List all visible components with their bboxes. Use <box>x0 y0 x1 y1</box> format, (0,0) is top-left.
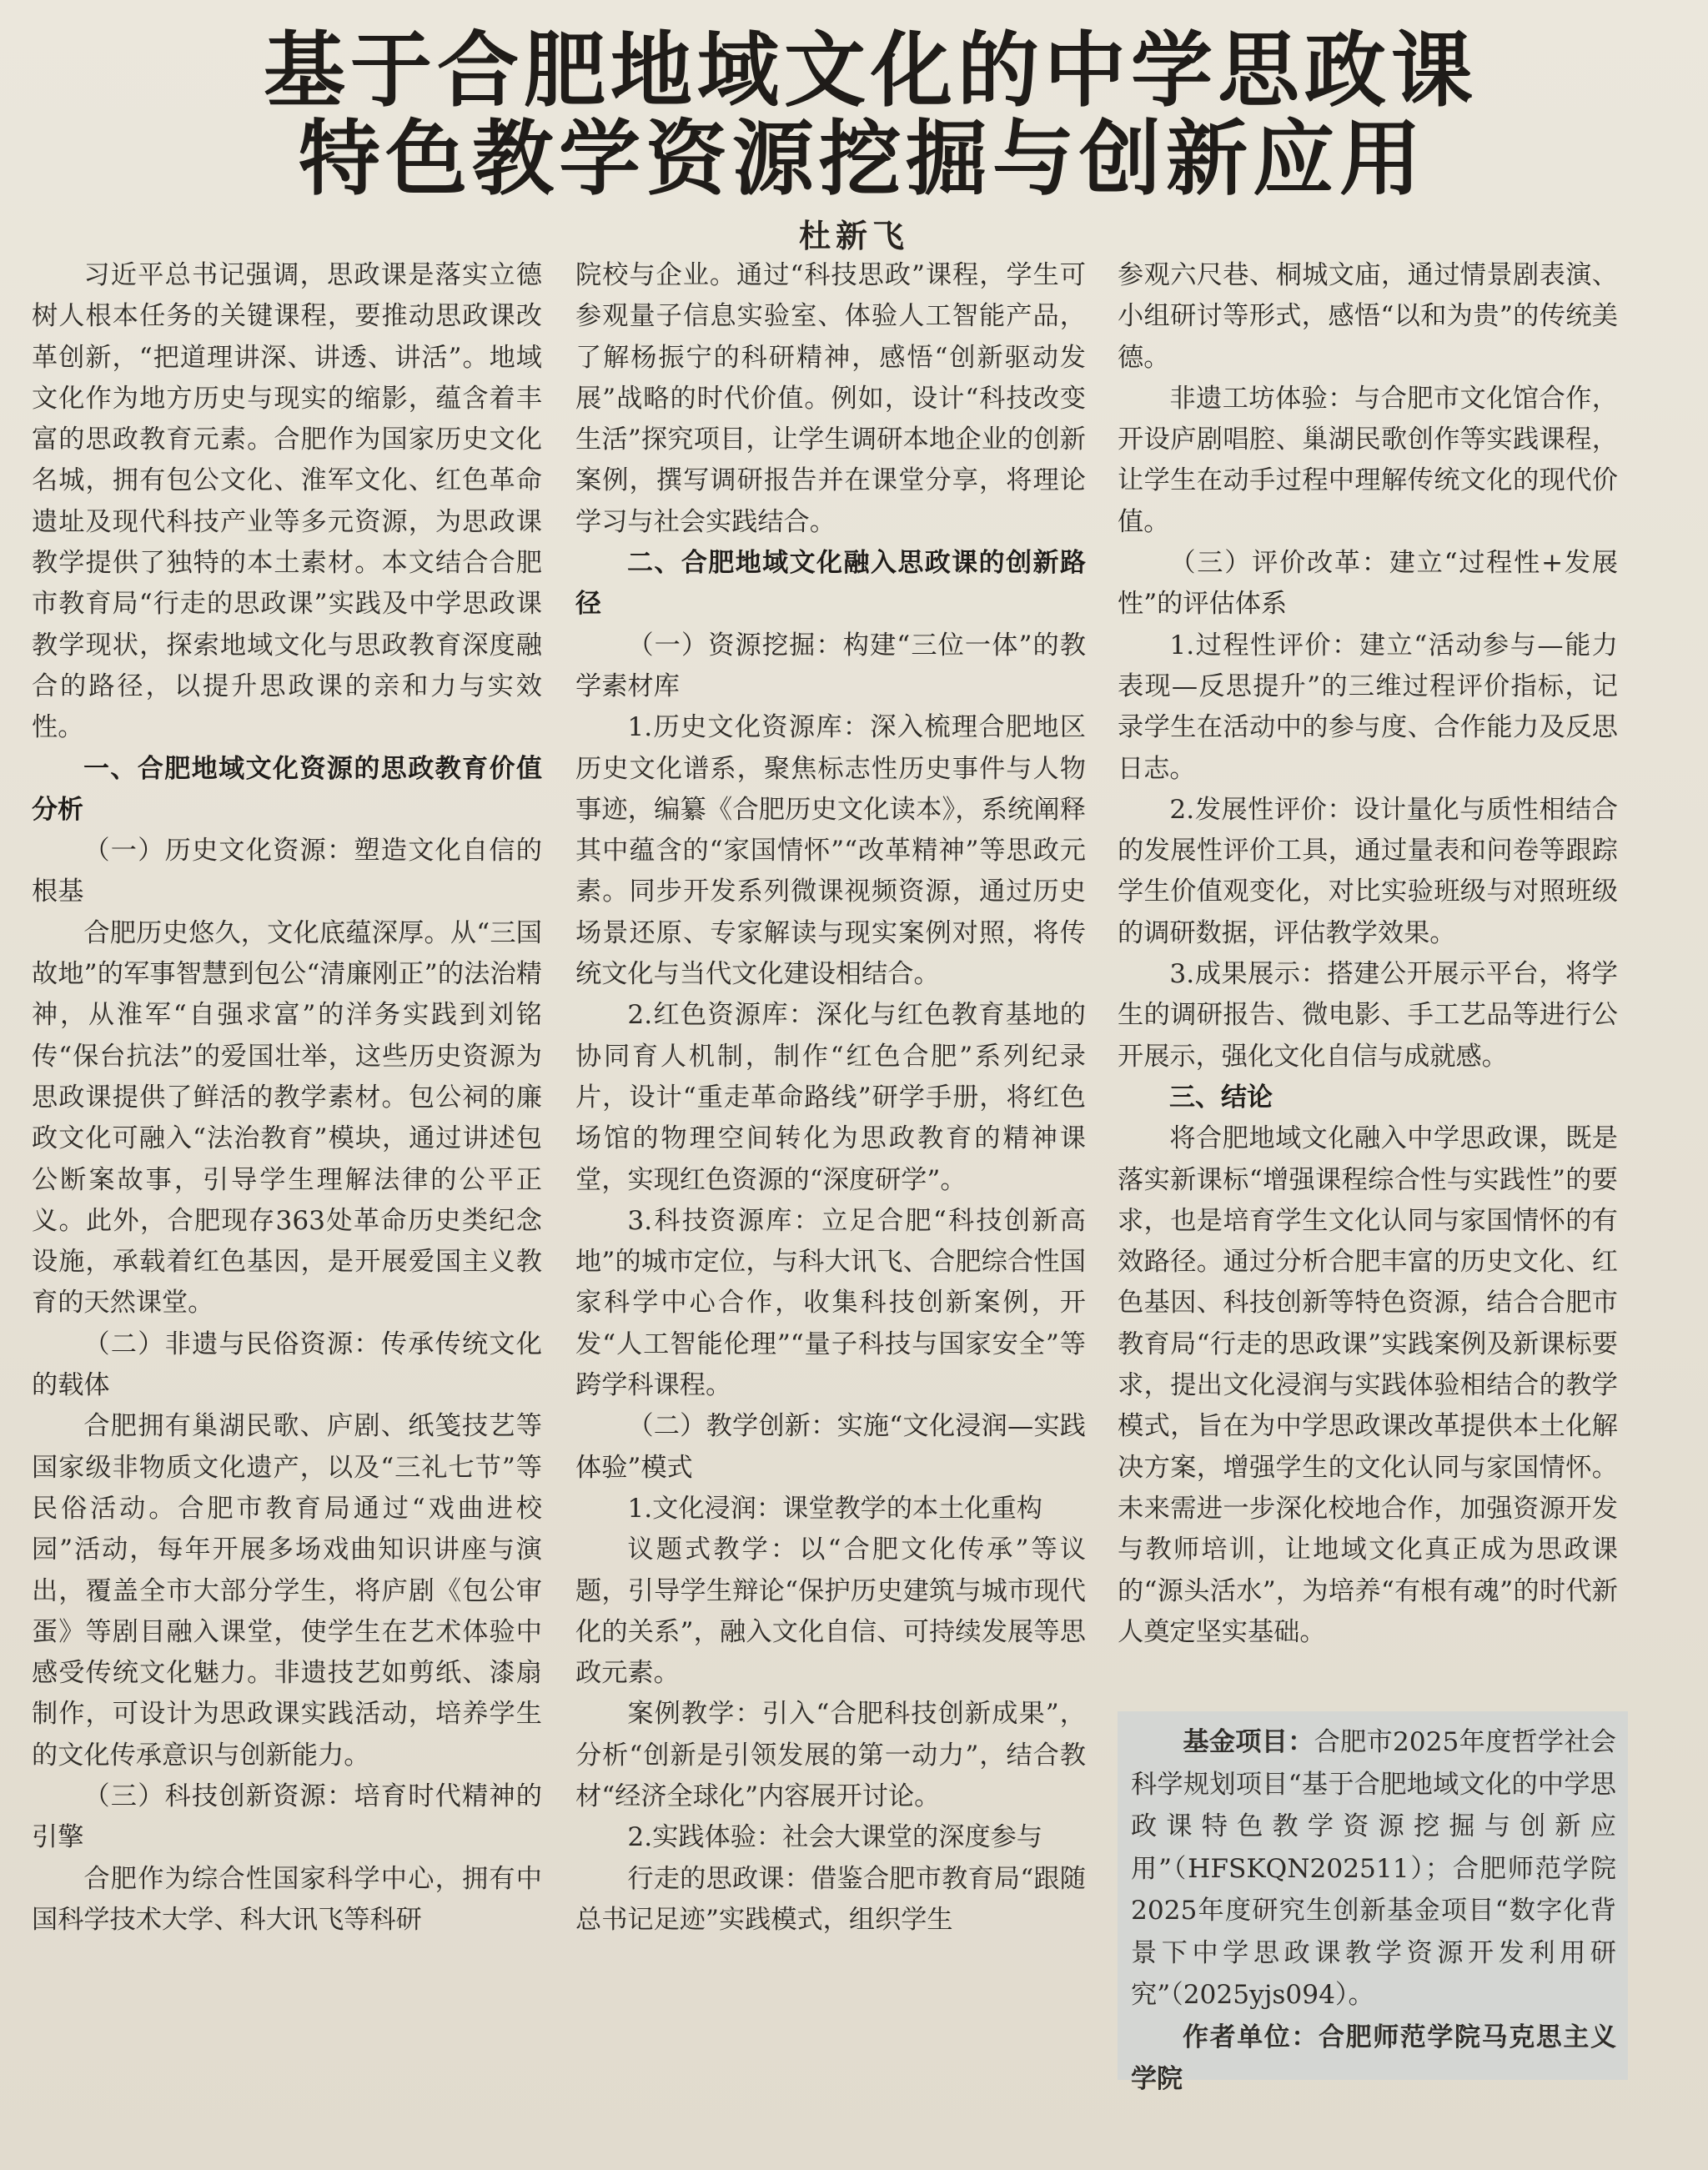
paragraph: 3.科技资源库：立足合肥“科技创新高地”的城市定位，与科大讯飞、合肥综合性国家科学中心合作，收集科技创新案例，开发“人工智能伦理”“量子科技与国家安全”等跨学科课程。 <box>575 1205 1086 1401</box>
article-author: 杜新飞 <box>798 218 909 254</box>
paragraph: 合肥历史悠久，文化底蕴深厚。从“三国故地”的军事智慧到包公“清廉刚正”的法治精神，从淮军“自强求富”的洋务实践到刘铭传“保台抗法”的爱国壮举，这些历史资源为思政课提供了鲜活的教学素材。包公祠的廉政文化可融入“法治教育”模块，通过讲述包公断案故事，引导学生理解法律的公平正义。此外，合肥现存363处革命历史类纪念设施，承载着红色基因，是开展爱国主义教育的天然课堂。 <box>32 917 542 1319</box>
paragraph: 将合肥地域文化融入中学思政课，既是落实新课标“增强课程综合性与实践性”的要求，也是培育学生文化认同与家国情怀的有效路径。通过分析合肥丰富的历史文化、红色基因、科技创新等特色资源，结合合肥市教育局“行走的思政课”实践案例及新课标要求，提出文化浸润与实践体验相结合的教学模式，旨在为中学思政课改革提供本土化解决方案，增强学生的文化认同与家国情怀。未来需进一步深化校地合作，加强资源开发与教师培训，让地域文化真正成为思政课的“源头活水”，为培养“有根有魂”的时代新人奠定坚实基础。 <box>1118 1123 1618 1647</box>
subsection-heading: （一）资源挖掘：构建“三位一体”的教学素材库 <box>575 630 1086 701</box>
fund-paragraph <box>1131 1721 1616 2017</box>
section-heading: 一、合肥地域文化资源的思政教育价值分析 <box>32 753 542 825</box>
paragraph: 1.文化浸润：课堂教学的本土化重构 <box>627 1493 1042 1524</box>
paragraph: 习近平总书记强调，思政课是落实立德树人根本任务的关键课程，要推动思政课改革创新，“把道理讲深、讲透、讲活”。地域文化作为地方历史与现实的缩影，蕴含着丰富的思政教育元素。合肥作为国家历史文化名城，拥有包公文化、淮军文化、红色革命遗址及现代科技产业等多元资源，为思政课教学提供了独特的本土素材。本文结合合肥市教育局“行走的思政课”实践及中学思政课教学现状，探索地域文化与思政教育深度融合的路径，以提升思政课的亲和力与实效性。 <box>32 260 542 743</box>
paragraph: 非遗工坊体验：与合肥市文化馆合作，开设庐剧唱腔、巢湖民歌创作等实践课程，让学生在动手过程中理解传统文化的现代价值。 <box>1118 383 1618 537</box>
paragraph-continued: 院校与企业。通过“科技思政”课程，学生可参观量子信息实验室、体验人工智能产品，了解杨振宁的科研精神，感悟“创新驱动发展”战略的时代价值。例如，设计“科技改变生活”探究项目，让学生调研本地企业的创新案例，撰写调研报告并在课堂分享，将理论学习与社会实践结合。 <box>575 260 1086 537</box>
subsection-heading: （一）历史文化资源：塑造文化自信的根基 <box>32 836 542 907</box>
paragraph: 3.成果展示：搭建公开展示平台，将学生的调研报告、微电影、手工艺品等进行公开展示，强化文化自信与成就感。 <box>1118 959 1618 1072</box>
section-heading: 二、合肥地域文化融入思政课的创新路径 <box>575 548 1086 620</box>
article-title-line-2: 特色教学资源挖掘与创新应用 <box>298 112 1426 207</box>
subsection-heading: （三）评价改革：建立“过程性+发展性”的评估体系 <box>1118 548 1618 620</box>
paragraph-continued: 参观六尺巷、桐城文庙，通过情景剧表演、小组研讨等形式，感悟“以和为贵”的传统美德。 <box>1118 260 1618 373</box>
paragraph: 1.历史文化资源库：深入梳理合肥地区历史文化谱系，聚焦标志性历史事件与人物事迹，编纂《合肥历史文化读本》，系统阐释其中蕴含的“家国情怀”“改革精神”等思政元素。同步开发系列微课视频资源，通过历史场景还原、专家解读与现实案例对照，将传统文化与当代文化建设相结合。 <box>575 712 1086 990</box>
paragraph: 2.发展性评价：设计量化与质性相结合的发展性评价工具，通过量表和问卷等跟踪学生价值观变化，对比实验班级与对照班级的调研数据，评估教学效果。 <box>1118 794 1618 948</box>
paragraph: 2.红色资源库：深化与红色教育基地的协同育人机制，制作“红色合肥”系列纪录片，设计“重走革命路线”研学手册，将红色场馆的物理空间转化为思政教育的精神课堂，实现红色资源的“深度研学”。 <box>575 1000 1086 1195</box>
paragraph: 案例教学：引入“合肥科技创新成果”，分析“创新是引领发展的第一动力”，结合教材“经济全球化”内容展开讨论。 <box>575 1699 1086 1811</box>
paragraph: 合肥作为综合性国家科学中心，拥有中国科学技术大学、科大讯飞等科研 <box>32 1863 542 1935</box>
author-affiliation: 作者单位：合肥师范学院马克思主义学院 <box>1131 2022 1616 2094</box>
subsection-heading: （三）科技创新资源：培育时代精神的引擎 <box>32 1781 542 1853</box>
paragraph: 2.实践体验：社会大课堂的深度参与 <box>627 1822 1042 1853</box>
subsection-heading: （二）非遗与民俗资源：传承传统文化的载体 <box>32 1329 542 1401</box>
paragraph: 1.过程性评价：建立“活动参与—能力表现—反思提升”的三维过程评价指标，记录学生在活动中的参与度、合作能力及反思日志。 <box>1118 630 1618 784</box>
text-column-1 <box>32 255 542 1941</box>
paragraph: 行走的思政课：借鉴合肥市教育局“跟随总书记足迹”实践模式，组织学生 <box>575 1863 1086 1935</box>
fund-label: 基金项目： <box>1183 1727 1314 1757</box>
article-title-line-1: 基于合肥地域文化的中学思政课 <box>263 23 1478 118</box>
fund-info-box <box>1118 1711 1628 2094</box>
text-column-3 <box>1118 255 1618 1653</box>
text-column-2 <box>575 255 1086 1941</box>
paragraph: 合肥拥有巢湖民歌、庐剧、纸笺技艺等国家级非物质文化遗产，以及“三礼七节”等民俗活动。合肥市教育局通过“戏曲进校园”活动，每年开展多场戏曲知识讲座与演出，覆盖全市大部分学生，将庐剧《包公审蛋》等剧目融入课堂，使学生在艺术体验中感受传统文化魅力。非遗技艺如剪纸、漆扇制作，可设计为思政课实践活动，培养学生的文化传承意识与创新能力。 <box>32 1411 542 1771</box>
fund-text: 合肥市2025年度哲学社会科学规划项目“基于合肥地域文化的中学思政课特色教学资源挖掘与创新应用”（HFSKQN202511）；合肥师范学院2025年度研究生创新基金项目“数字化背景下中学思政课教学资源开发利用研究”（2025yjs094）。 <box>1131 1727 1616 2010</box>
section-heading: 三、结论 <box>1169 1082 1273 1113</box>
paragraph: 议题式教学：以“合肥文化传承”等议题，引导学生辩论“保护历史建筑与城市现代化的关系”，融入文化自信、可持续发展等思政元素。 <box>575 1535 1086 1689</box>
subsection-heading: （二）教学创新：实施“文化浸润—实践体验”模式 <box>575 1411 1086 1483</box>
